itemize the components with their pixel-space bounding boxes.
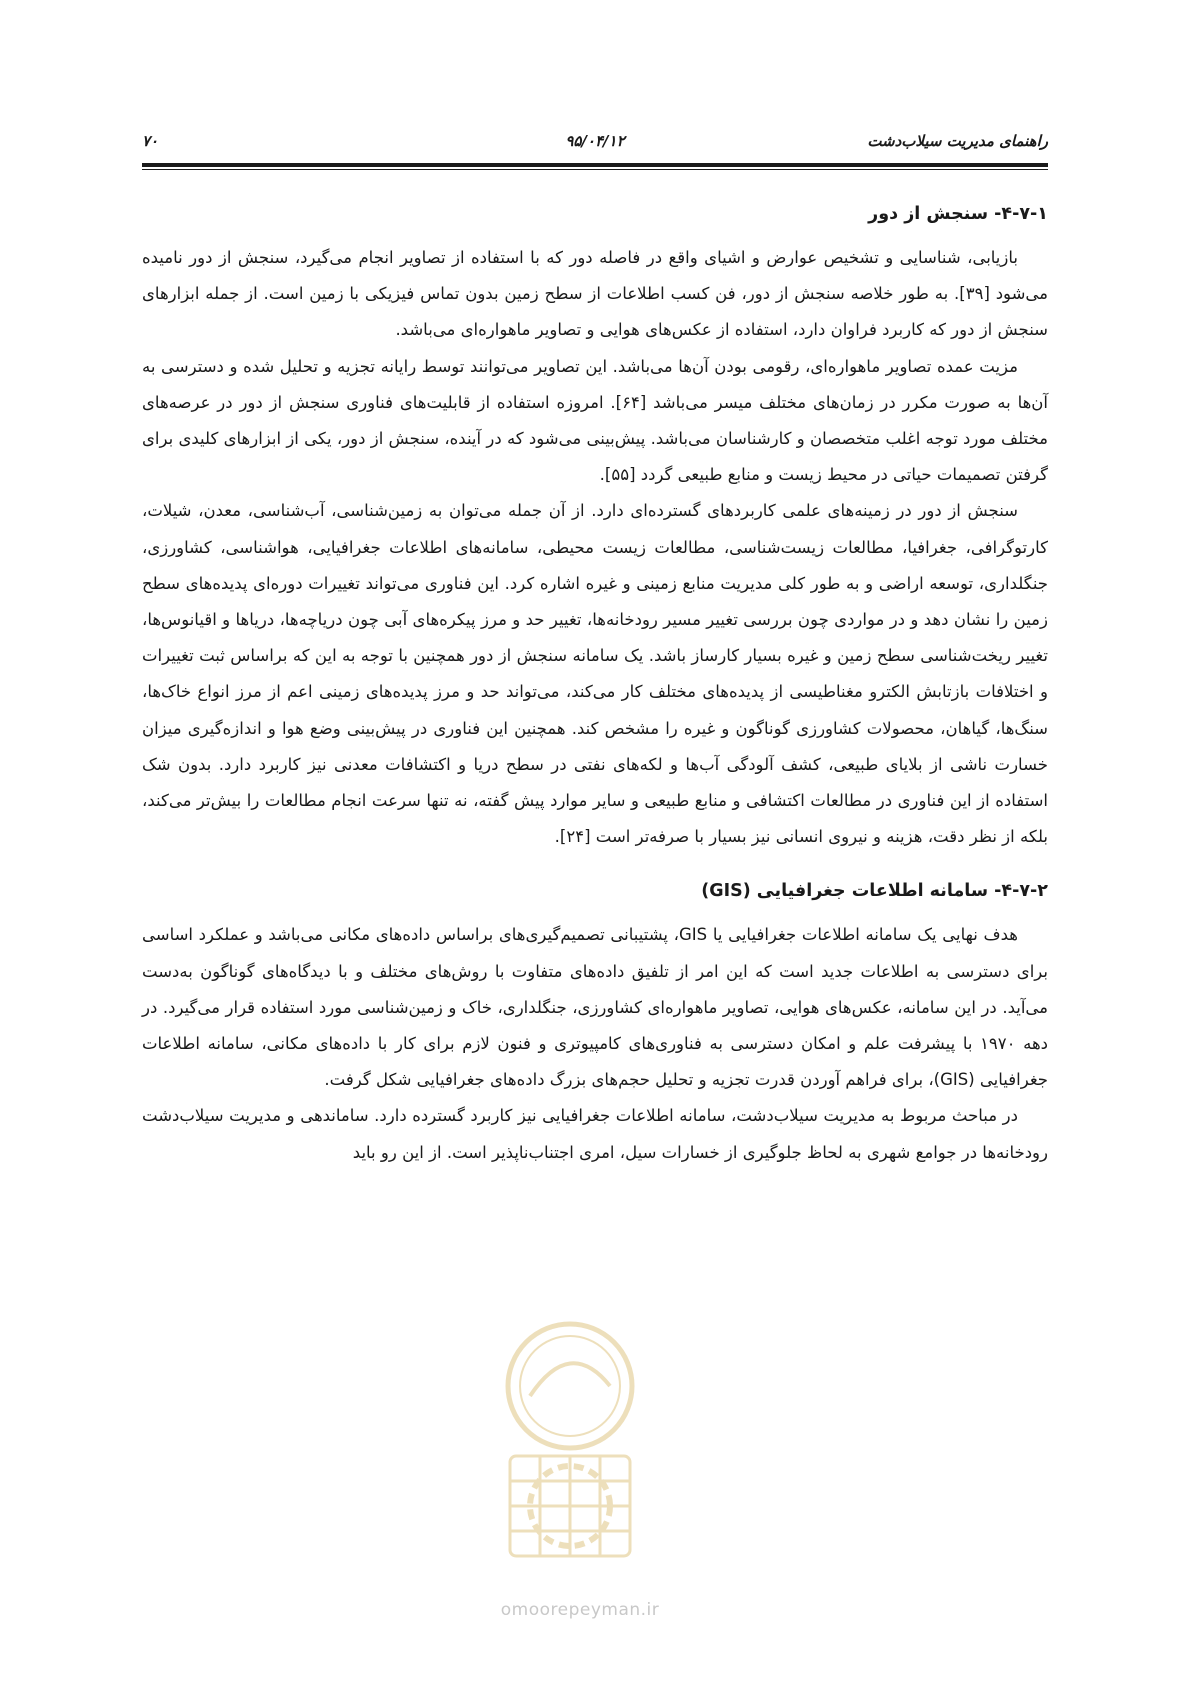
header-date: ۹۵/۰۴/۱۲: [565, 132, 625, 150]
paragraph: بازیابی، شناسایی و تشخیص عوارض و اشیای واقع در فاصله دور که با استفاده از تصاویر انجام می‌گیرد، سنجش از دور نامیده می‌شود [۳۹]. به طور خلاصه سنجش از دور، فن کسب اطلاعات از سطح زمین بدون تماس فیزیکی با زمین است. از جمله ابزارهای سنجش از دور که کاربرد فراوان دارد، استفاده از عکس‌های هوایی و تصاویر ماهواره‌ای می‌باشد.: [142, 248, 1048, 340]
header-page-number: ۷۰: [142, 132, 159, 150]
paragraph: هدف نهایی یک سامانه اطلاعات جغرافیایی یا GIS، پشتیبانی تصمیم‌گیری‌های براساس داده‌های مکانی می‌باشد و عملکرد اساسی برای دسترسی به اطلاعات جدید است که این امر از تلفیق داده‌های متفاوت با روش‌های مختلف و با دیدگاه‌های گوناگون به‌دست می‌آید. در این سامانه، عکس‌های هوایی، تصاویر ماهواره‌ای کشاورزی، جنگلداری، خاک و زمین‌شناسی مورد استفاده قرار می‌گیرد. در دهه ۱۹۷۰ با پیشرفت علم و امکان دسترسی به فناوری‌های کامپیوتری و فنون لازم برای کار با داده‌های مکانی، سامانه اطلاعات جغرافیایی (GIS)، برای فراهم آوردن قدرت تجزیه و تحلیل حجم‌های بزرگ داده‌های جغرافیایی شکل گرفت.: [142, 925, 1048, 1090]
page-header: [142, 128, 1048, 154]
page-body: [142, 190, 1048, 1171]
paragraph: سنجش از دور در زمینه‌های علمی کاربردهای گسترده‌ای دارد. از آن جمله می‌توان به زمین‌شناسی، آب‌شناسی، معدن، شیلات، کارتوگرافی، جغرافیا، مطالعات زیست‌شناسی، مطالعات زیست محیطی، سامانه‌های اطلاعات جغرافیایی، هواشناسی، کشاورزی، جنگلداری، توسعه اراضی و به طور کلی مدیریت منابع زمینی و غیره اشاره کرد. این فناوری می‌تواند تغییرات دوره‌ای پدیده‌های سطح زمین را نشان دهد و در مواردی چون بررسی تغییر مسیر رودخانه‌ها، تغییر حد و مرز پیکره‌های آبی چون دریاچه‌ها، دریاها و اقیانوس‌ها، تغییر ریخت‌شناسی سطح زمین و غیره بسیار کارساز باشد. یک سامانه سنجش از دور همچنین با توجه به این که براساس ثبت تغییرات و اختلافات بازتابش الکترو مغناطیسی از پدیده‌های مختلف کار می‌کند، می‌تواند حد و مرز پدیده‌های زمینی اعم از مرز انواع خاک‌ها، سنگ‌ها، گیاهان، محصولات کشاورزی گوناگون و غیره را مشخص کند. همچنین این فناوری در پیش‌بینی وضع هوا و اندازه‌گیری میزان خسارت ناشی از بلایای طبیعی، کشف آلودگی آب‌ها و لکه‌های نفتی در سطح دریا و اکتشافات معدنی نیز کاربرد دارد. بدون شک استفاده از این فناوری در مطالعات اکتشافی و منابع طبیعی و سایر موارد پیش گفته، نه تنها سرعت انجام مطالعات را بیش‌تر می‌کند، بلکه از نظر دقت، هزینه و نیروی انسانی نیز بسیار با صرفه‌تر است [۲۴].: [142, 501, 1048, 847]
section-heading-gis: ۴-۷-۲- سامانه اطلاعات جغرافیایی (GIS): [701, 881, 1048, 902]
header-rule-thin: [142, 169, 1048, 170]
section-heading-remote-sensing: ۴-۷-۱- سنجش از دور: [868, 204, 1048, 224]
header-title: راهنمای مدیریت سیلاب‌دشت: [867, 132, 1048, 150]
paragraph: در مباحث مربوط به مدیریت سیلاب‌دشت، سامانه اطلاعات جغرافیایی نیز کاربرد گسترده دارد. ساماندهی و مدیریت سیلاب‌دشت رودخانه‌ها در جوامع شهری به لحاظ جلوگیری از خسارات سیل، امری اجتناب‌ناپذیر است. از این رو باید: [142, 1106, 1048, 1162]
watermark-logo: [470, 1316, 670, 1576]
paragraph: مزیت عمده تصاویر ماهواره‌ای، رقومی بودن آن‌ها می‌باشد. این تصاویر می‌توانند توسط رایانه تجزیه و تحلیل شده و دسترسی به آن‌ها به صورت مکرر در زمان‌های مختلف میسر می‌باشد [۶۴]. امروزه استفاده از قابلیت‌های فناوری سنجش از دور در عرصه‌های مختلف مورد توجه اغلب متخصصان و کارشناسان می‌باشد. پیش‌بینی می‌شود که در آینده، سنجش از دور، یکی از ابزارهای کلیدی برای گرفتن تصمیمات حیاتی در محیط زیست و منابع طبیعی گردد [۵۵].: [142, 356, 1048, 485]
watermark-url: omoorepeyman.ir: [500, 1600, 660, 1620]
header-rule-thick: [142, 163, 1048, 167]
